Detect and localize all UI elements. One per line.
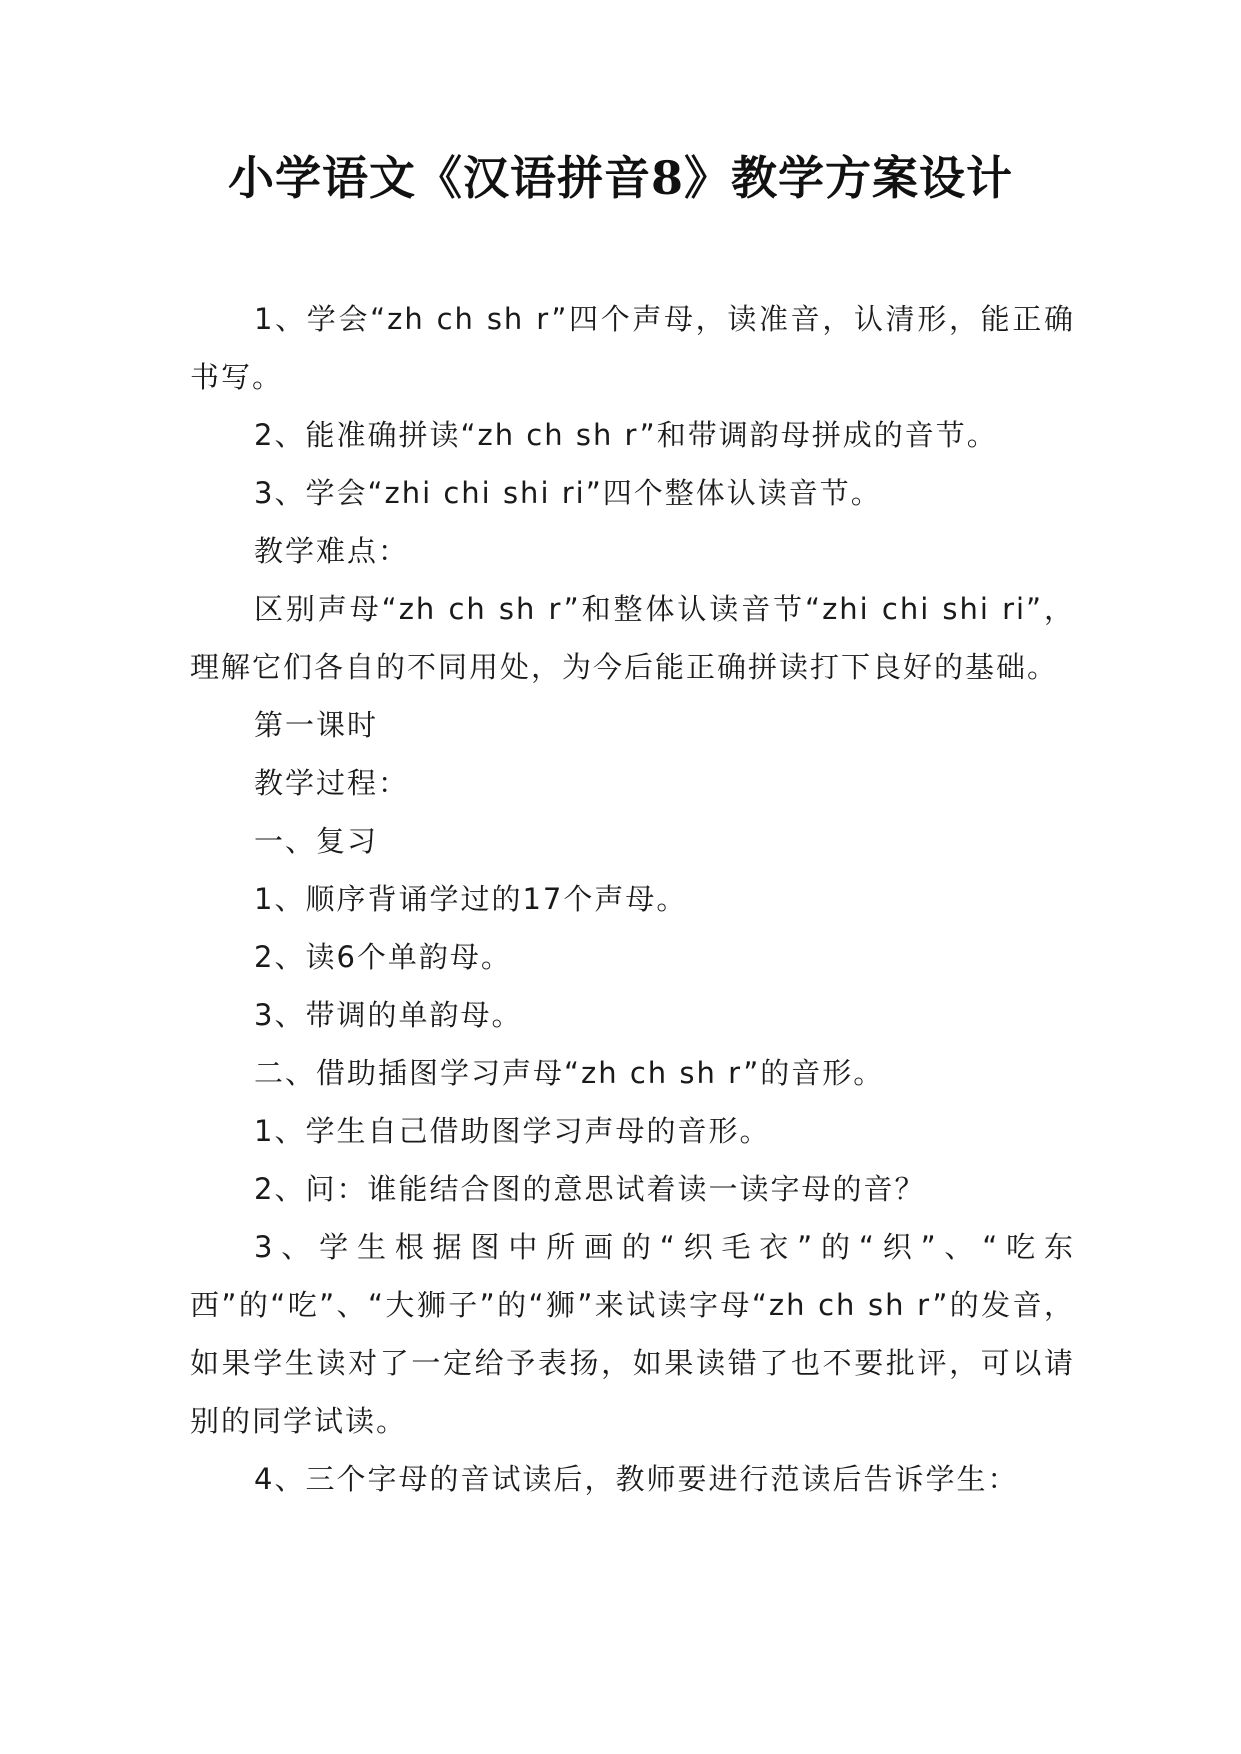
paragraph-review-3: 3、带调的单韵母。 [254,998,523,1032]
heading-teaching-process: 教学过程： [254,766,410,800]
paragraph-objective-3: 3、学会“zhi chi shi ri”四个整体认读音节。 [254,476,882,510]
document-title: 小学语文《汉语拼音8》教学方案设计 [227,151,1013,205]
paragraph-objective-1: 1、学会“zh ch sh r”四个声母，读准音，认清形，能正确书写。 [190,302,1075,394]
paragraph-review-2: 2、读6个单韵母。 [254,940,512,974]
paragraph-review-1: 1、顺序背诵学过的17个声母。 [254,882,688,916]
heading-section-2: 二、借助插图学习声母“zh ch sh r”的音形。 [254,1056,885,1090]
paragraph-step-3: 3、学生根据图中所画的“织毛衣”的“织”、“吃东西”的“吃”、“大狮子”的“狮”来试读字母“zh ch sh r”的发音，如果学生读对了一定给予表扬，如果读错了也不要批评，可以请别的同学试读。 [190,1230,1075,1438]
paragraph-step-4: 4、三个字母的音试读后，教师要进行范读后告诉学生： [254,1462,1019,1496]
heading-first-lesson: 第一课时 [254,708,379,742]
paragraph-objective-2: 2、能准确拼读“zh ch sh r”和带调韵母拼成的音节。 [254,418,998,452]
paragraph-step-2: 2、问：谁能结合图的意思试着读一读字母的音？ [254,1172,926,1206]
paragraph-step-1: 1、学生自己借助图学习声母的音形。 [254,1114,771,1148]
heading-review: 一、复习 [254,824,379,858]
heading-teaching-difficulty: 教学难点： [254,534,410,568]
document-body [190,290,1075,1508]
paragraph-difficulty: 区别声母“zh ch sh r”和整体认读音节“zhi chi shi ri”，理解它们各自的不同用处，为今后能正确拼读打下良好的基础。 [190,592,1075,684]
